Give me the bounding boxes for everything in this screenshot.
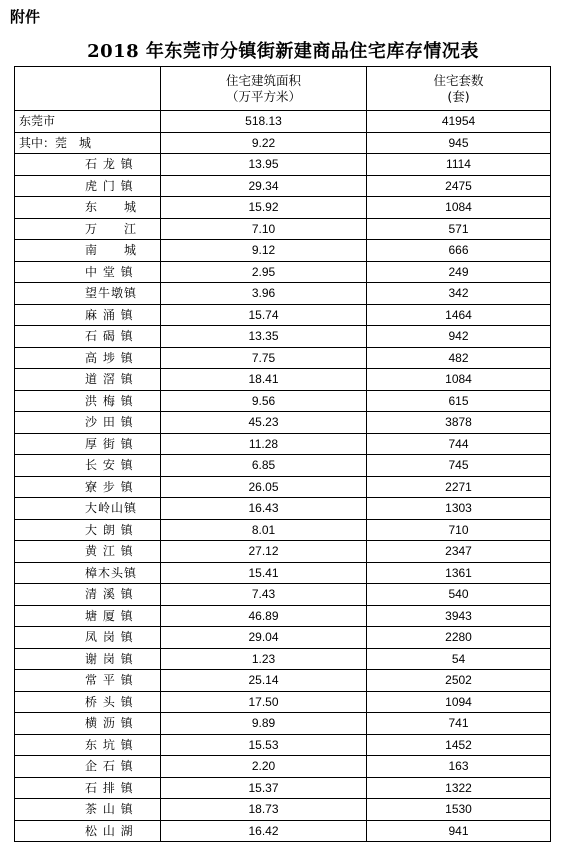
row-area: 9.89 [161,713,367,735]
row-units: 1303 [367,498,551,520]
row-units: 945 [367,132,551,154]
row-name: 桥 头 镇 [15,691,161,713]
row-units: 249 [367,261,551,283]
row-area: 18.73 [161,799,367,821]
row-name: 樟木头镇 [15,562,161,584]
row-units: 1361 [367,562,551,584]
row-name: 其中：莞 城 [15,132,161,154]
row-area: 29.04 [161,627,367,649]
row-name: 石 碣 镇 [15,326,161,348]
row-units: 744 [367,433,551,455]
row-area: 2.20 [161,756,367,778]
row-area: 13.35 [161,326,367,348]
row-name: 塘 厦 镇 [15,605,161,627]
row-area: 8.01 [161,519,367,541]
row-name: 谢 岗 镇 [15,648,161,670]
row-area: 16.43 [161,498,367,520]
row-units: 1114 [367,154,551,176]
header-row [15,67,551,111]
total-name: 东莞市 [15,111,161,133]
table-row [15,347,551,369]
row-area: 2.95 [161,261,367,283]
total-row [15,111,551,133]
row-name: 沙 田 镇 [15,412,161,434]
row-area: 13.95 [161,154,367,176]
row-units: 2475 [367,175,551,197]
row-name: 道 滘 镇 [15,369,161,391]
row-units: 1464 [367,304,551,326]
row-name: 松 山 湖 [15,820,161,842]
row-area: 26.05 [161,476,367,498]
table-row [15,734,551,756]
row-name: 虎 门 镇 [15,175,161,197]
row-area: 16.42 [161,820,367,842]
row-name: 长 安 镇 [15,455,161,477]
table-row [15,756,551,778]
row-name: 清 溪 镇 [15,584,161,606]
row-area: 1.23 [161,648,367,670]
row-units: 1452 [367,734,551,756]
row-area: 15.41 [161,562,367,584]
header-units-unit: (套) [447,88,470,104]
table-row [15,218,551,240]
row-area: 9.22 [161,132,367,154]
header-blank-cell [15,67,161,111]
table-body [15,111,551,842]
row-area: 27.12 [161,541,367,563]
row-area: 18.41 [161,369,367,391]
row-units: 2271 [367,476,551,498]
row-area: 11.28 [161,433,367,455]
row-units: 540 [367,584,551,606]
table-row [15,584,551,606]
header-area-cell [161,67,367,111]
row-name: 万 江 [15,218,161,240]
row-area: 25.14 [161,670,367,692]
row-name: 东 坑 镇 [15,734,161,756]
table-row [15,369,551,391]
row-name: 石 龙 镇 [15,154,161,176]
attachment-label: 附件 [10,8,41,26]
row-name: 茶 山 镇 [15,799,161,821]
row-name: 企 石 镇 [15,756,161,778]
row-units: 1084 [367,369,551,391]
row-units: 1322 [367,777,551,799]
table-row [15,197,551,219]
row-area: 3.96 [161,283,367,305]
row-units: 3943 [367,605,551,627]
table-row [15,648,551,670]
row-area: 7.75 [161,347,367,369]
table-row [15,240,551,262]
row-name: 大 朗 镇 [15,519,161,541]
row-name: 南 城 [15,240,161,262]
table-row [15,304,551,326]
row-area: 15.74 [161,304,367,326]
table-row [15,261,551,283]
row-units: 163 [367,756,551,778]
row-units: 942 [367,326,551,348]
table-row [15,132,551,154]
row-name: 厚 街 镇 [15,433,161,455]
row-units: 3878 [367,412,551,434]
row-area: 15.92 [161,197,367,219]
table-row [15,283,551,305]
table-row [15,605,551,627]
header-units-cell [367,67,551,111]
row-units: 1530 [367,799,551,821]
row-name: 寮 步 镇 [15,476,161,498]
table-row [15,175,551,197]
row-units: 2347 [367,541,551,563]
table-row [15,799,551,821]
header-area-unit: （万平方米） [225,88,301,104]
table-row [15,713,551,735]
table-row [15,154,551,176]
row-name: 石 排 镇 [15,777,161,799]
table-row [15,820,551,842]
table-row [15,541,551,563]
row-units: 2502 [367,670,551,692]
row-name: 凤 岗 镇 [15,627,161,649]
row-name: 东 城 [15,197,161,219]
total-units: 41954 [367,111,551,133]
row-name: 大岭山镇 [15,498,161,520]
table-header [15,67,551,111]
row-area: 46.89 [161,605,367,627]
row-area: 45.23 [161,412,367,434]
row-name: 黄 江 镇 [15,541,161,563]
table-row [15,412,551,434]
row-area: 9.56 [161,390,367,412]
row-area: 9.12 [161,240,367,262]
inventory-table [14,66,551,842]
row-name: 中 堂 镇 [15,261,161,283]
row-area: 6.85 [161,455,367,477]
row-units: 482 [367,347,551,369]
row-units: 54 [367,648,551,670]
table-row [15,562,551,584]
table-row [15,476,551,498]
row-area: 7.10 [161,218,367,240]
table-row [15,670,551,692]
table-row [15,433,551,455]
row-units: 1084 [367,197,551,219]
table-row [15,627,551,649]
table-row [15,777,551,799]
table-row [15,326,551,348]
row-area: 29.34 [161,175,367,197]
row-units: 342 [367,283,551,305]
row-area: 15.53 [161,734,367,756]
header-units-label: 住宅套数 [433,72,484,88]
table-row [15,691,551,713]
row-name: 望牛墩镇 [15,283,161,305]
row-area: 7.43 [161,584,367,606]
row-units: 745 [367,455,551,477]
row-units: 615 [367,390,551,412]
table-row [15,455,551,477]
row-name: 麻 涌 镇 [15,304,161,326]
row-units: 1094 [367,691,551,713]
row-units: 741 [367,713,551,735]
row-area: 15.37 [161,777,367,799]
row-units: 666 [367,240,551,262]
document-title: 2018 年东莞市分镇街新建商品住宅库存情况表 [87,41,479,62]
row-name: 常 平 镇 [15,670,161,692]
header-area-label: 住宅建筑面积 [225,72,301,88]
row-units: 941 [367,820,551,842]
table-row [15,498,551,520]
row-units: 571 [367,218,551,240]
row-name: 高 埗 镇 [15,347,161,369]
table-row [15,390,551,412]
row-units: 710 [367,519,551,541]
row-name: 洪 梅 镇 [15,390,161,412]
row-units: 2280 [367,627,551,649]
total-area: 518.13 [161,111,367,133]
row-name: 横 沥 镇 [15,713,161,735]
table-row [15,519,551,541]
row-area: 17.50 [161,691,367,713]
